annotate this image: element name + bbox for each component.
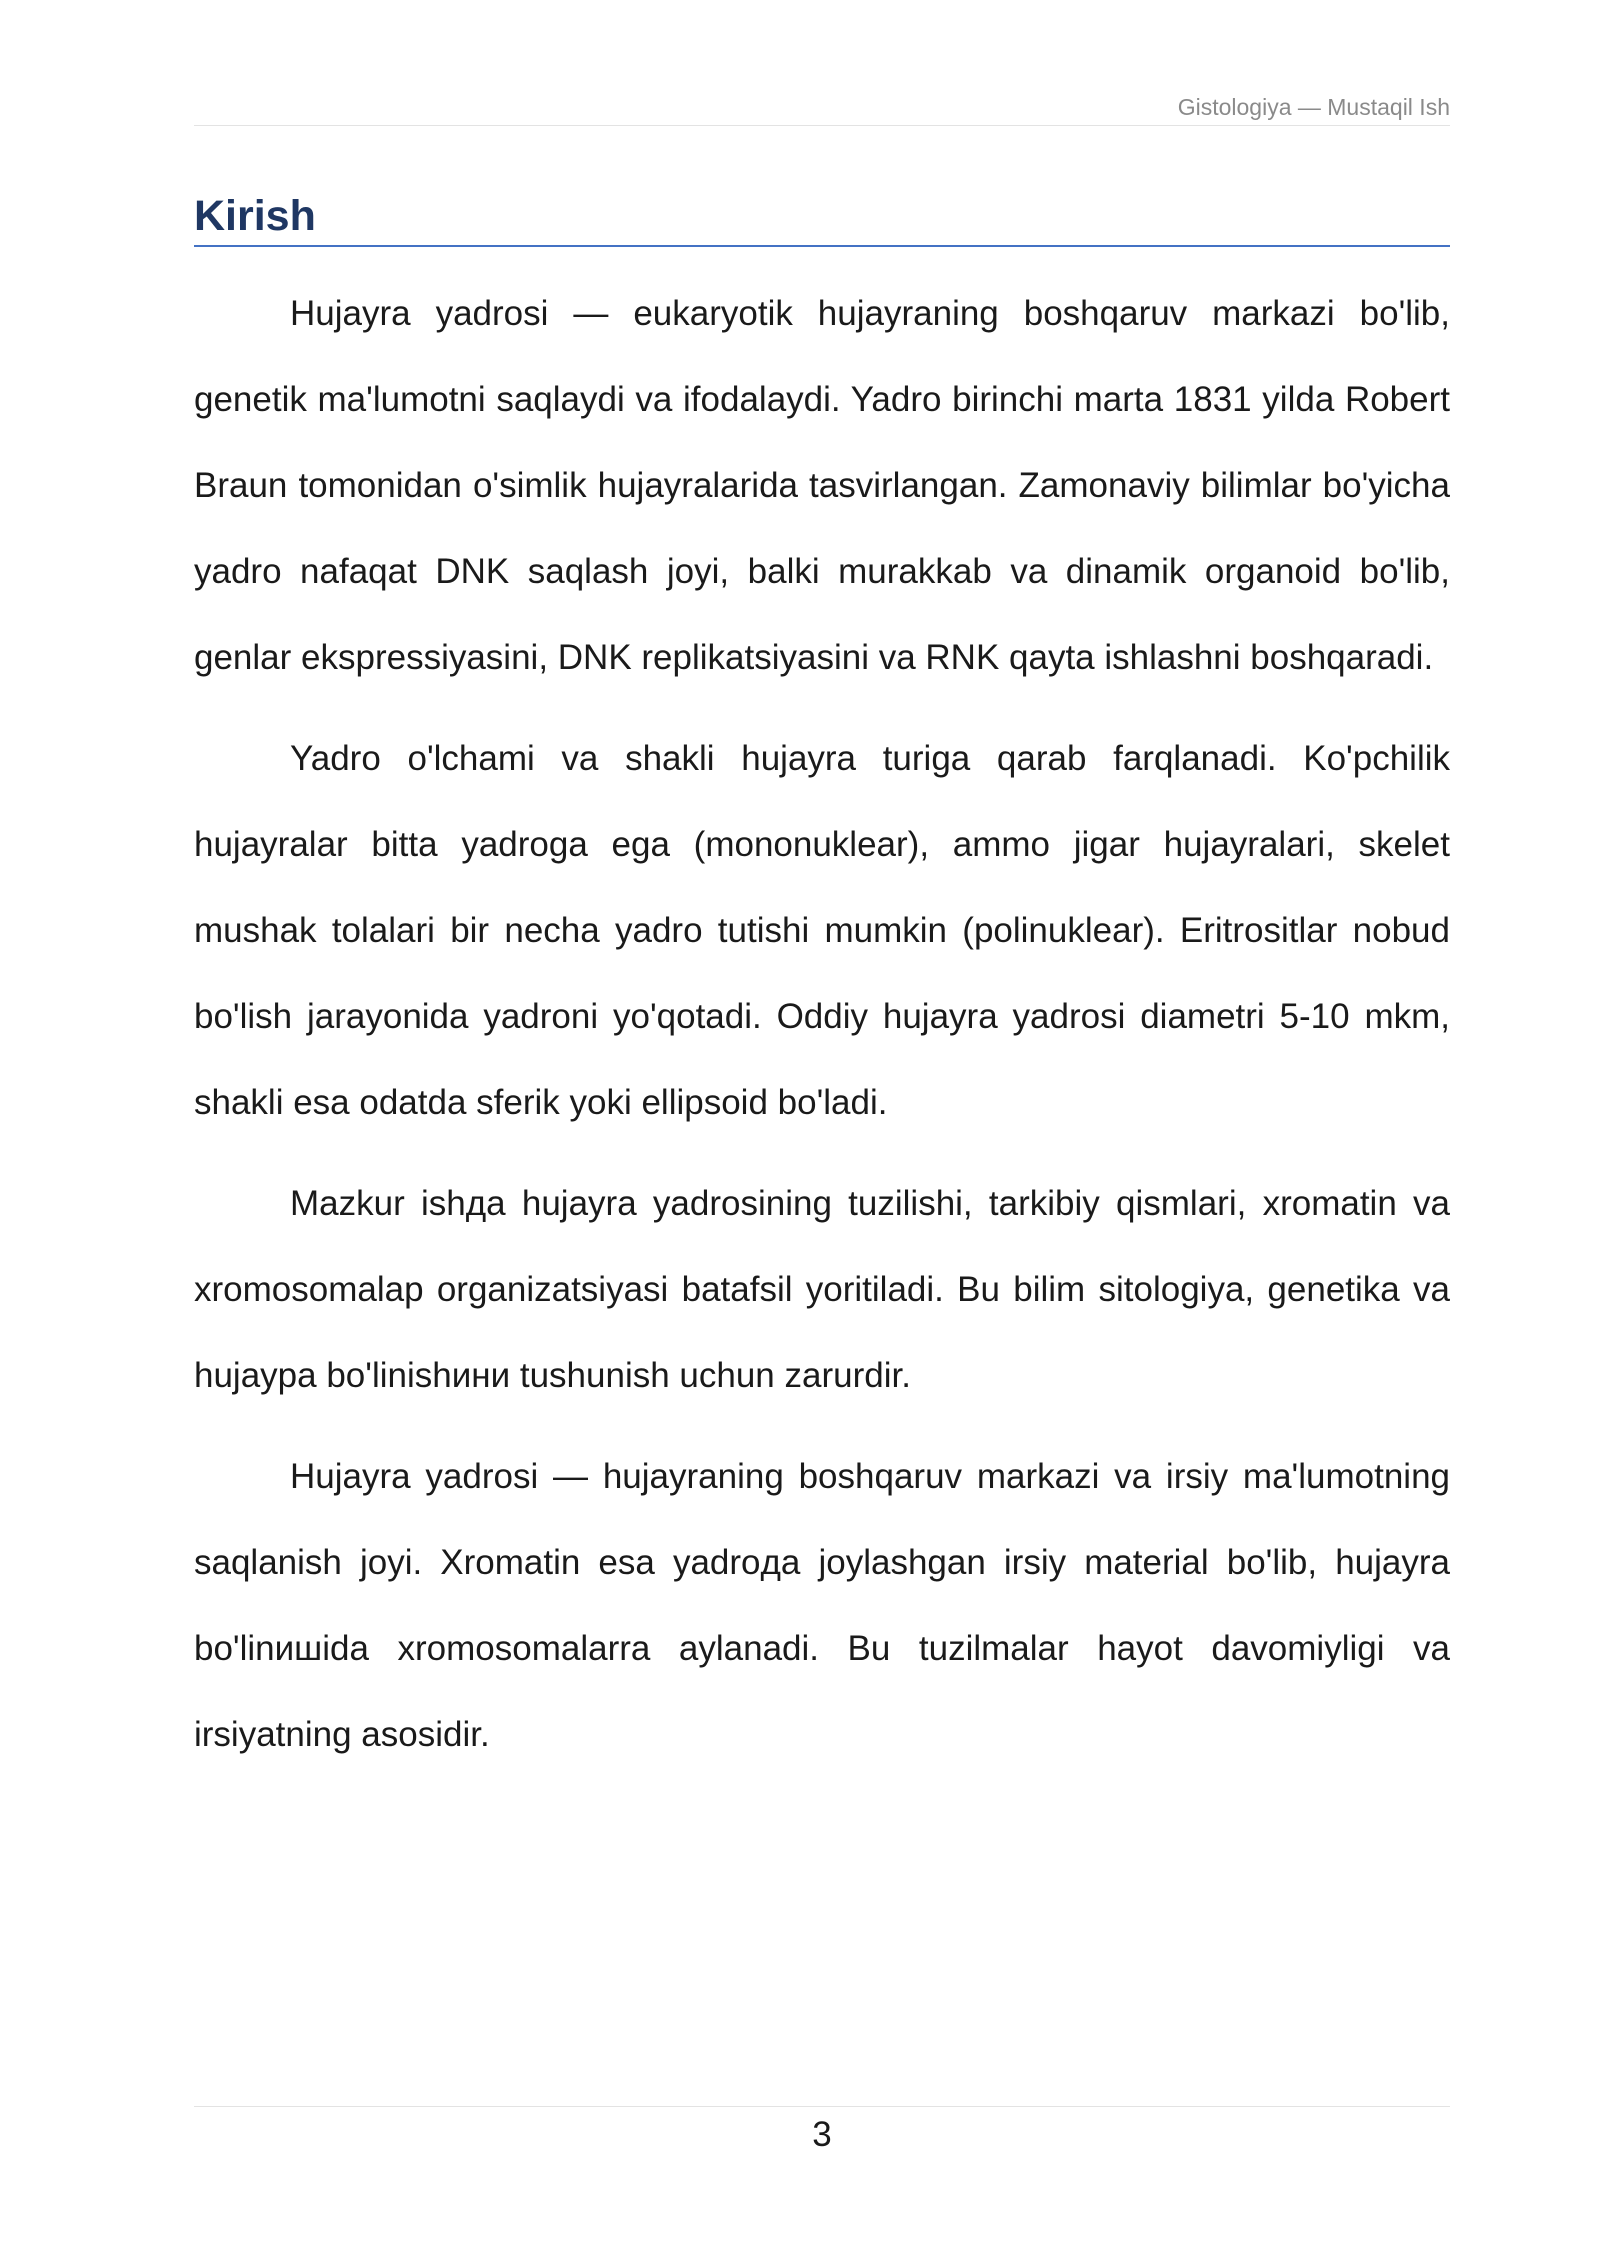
section-title-underline: [194, 245, 1450, 247]
running-header: Gistologiya — Mustaqil Ish: [1177, 94, 1450, 120]
page-number: 3: [812, 2115, 832, 2154]
section-title: Kirish: [194, 192, 316, 240]
body-text: [194, 271, 1450, 1793]
footer-divider: [194, 2106, 1450, 2107]
paragraph-1: Hujayra yadrosi — eukaryotik hujayraning boshqaruv markazi bo'lib, genetik ma'lumotni saqlaydi va ifodalaydi. Yadro birinchi marta 1831 yilda Robert Braun tomonidan o'simlik hujayralarida tasvirlangan. Zamonaviy bilimlar bo'yicha yadro nafaqat DNK saqlash joyi, balki murakkab va dinamik organoid bo'lib, genlar ekspressiyasini, DNK replikatsiyasini va RNK qayta ishlashni boshqaradi.: [194, 294, 1450, 677]
header-divider: [194, 125, 1450, 126]
paragraph-4: Hujayra yadrosi — hujayraning boshqaruv markazi va irsiy ma'lumotning saqlanish joyi. Xromatin esa yadroда joylashgan irsiy material bo'lib, hujayra bo'linишida xromosomalarra aylanadi. Bu tuzilmalar hayot davomiyligi va irsiyatning asosidir.: [194, 1457, 1450, 1754]
paragraph-3: Mazkur ishда hujayra yadrosining tuzilishi, tarkibiy qismlari, xromatin va xromosomalap organizatsiyasi batafsil yoritiladi. Bu bilim sitologiya, genetika va hujaypa bo'linishини tushunish uchun zarurdir.: [194, 1184, 1450, 1395]
paragraph-2: Yadro o'lchami va shakli hujayra turiga qarab farqlanadi. Ko'pchilik hujayralar bitta yadroga ega (mononuklear), ammo jigar hujayralari, skelet mushak tolalari bir necha yadro tutishi mumkin (polinuklear). Eritrositlar nobud bo'lish jarayonida yadroni yo'qotadi. Oddiy hujayra yadrosi diametri 5-10 mkm, shakli esa odatda sferik yoki ellipsoid bo'ladi.: [194, 739, 1450, 1122]
